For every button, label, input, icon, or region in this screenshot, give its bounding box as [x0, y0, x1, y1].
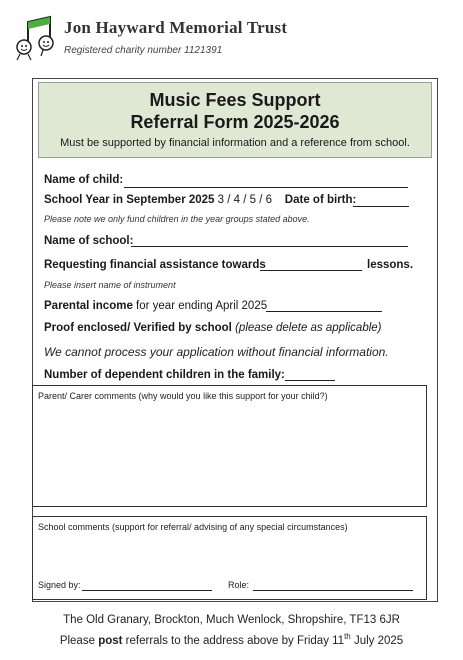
deadline-bold: post [98, 634, 123, 647]
school-year-label: School Year in September 2025 [44, 194, 215, 206]
charity-number: Registered charity number 1121391 [64, 45, 223, 56]
assistance-label: Requesting financial assistance towards [44, 259, 266, 271]
income-row [44, 300, 267, 312]
dependents-field[interactable] [285, 380, 335, 381]
music-note-logo-icon [14, 14, 58, 64]
deadline-post: July 2025 [353, 634, 404, 647]
form-subtitle: Must be supported by financial information and a reference from school. [60, 137, 410, 149]
footer-deadline [0, 632, 463, 647]
org-name: Jon Hayward Memorial Trust [64, 18, 288, 37]
child-name-field[interactable] [124, 187, 408, 188]
assistance-suffix: lessons. [367, 259, 414, 271]
parent-comments-label: Parent/ Carer comments (why would you like this support for your child?) [38, 391, 328, 401]
income-field[interactable] [266, 311, 382, 312]
school-comments-label: School comments (support for referral/ advising of any special circumstances) [38, 522, 348, 532]
dependents-label: Number of dependent children in the family: [44, 369, 285, 381]
proof-label[interactable]: Proof enclosed/ Verified by school [44, 322, 232, 334]
financial-warning: We cannot process your application without financial information. [44, 345, 389, 359]
income-label: Parental income [44, 300, 133, 312]
child-name-label: Name of child: [44, 174, 124, 186]
dob-field[interactable] [353, 206, 409, 207]
form-title-line1: Music Fees Support [149, 90, 321, 110]
signed-by-field[interactable] [82, 590, 212, 591]
role-field[interactable] [253, 590, 413, 591]
form-title-line2: Referral Form 2025-2026 [130, 112, 340, 132]
income-period: for year ending April 2025 [136, 300, 268, 312]
school-name-field[interactable] [131, 246, 408, 247]
school-year-options[interactable]: 3 / 4 / 5 / 6 [217, 194, 272, 206]
deadline-sup: th [344, 632, 351, 641]
year-note: Please note we only fund children in the year groups stated above. [44, 214, 310, 224]
instrument-note: Please insert name of instrument [44, 280, 176, 290]
instrument-field[interactable] [260, 270, 362, 271]
role-label: Role: [228, 580, 250, 590]
school-name-label: Name of school: [44, 235, 134, 247]
footer-address: The Old Granary, Brockton, Much Wenlock, Shropshire, TF13 6JR [63, 614, 400, 626]
parent-comments-box[interactable] [32, 385, 427, 507]
deadline-mid: referrals to the address above by Friday 11 [125, 634, 345, 647]
dob-label: Date of birth: [284, 194, 357, 206]
deadline-pre: Please [59, 634, 95, 647]
proof-note: (please delete as applicable) [235, 322, 382, 334]
signed-by-label: Signed by: [38, 580, 81, 590]
school-year-row [44, 194, 356, 206]
proof-row [44, 322, 382, 334]
title-banner [38, 82, 432, 158]
